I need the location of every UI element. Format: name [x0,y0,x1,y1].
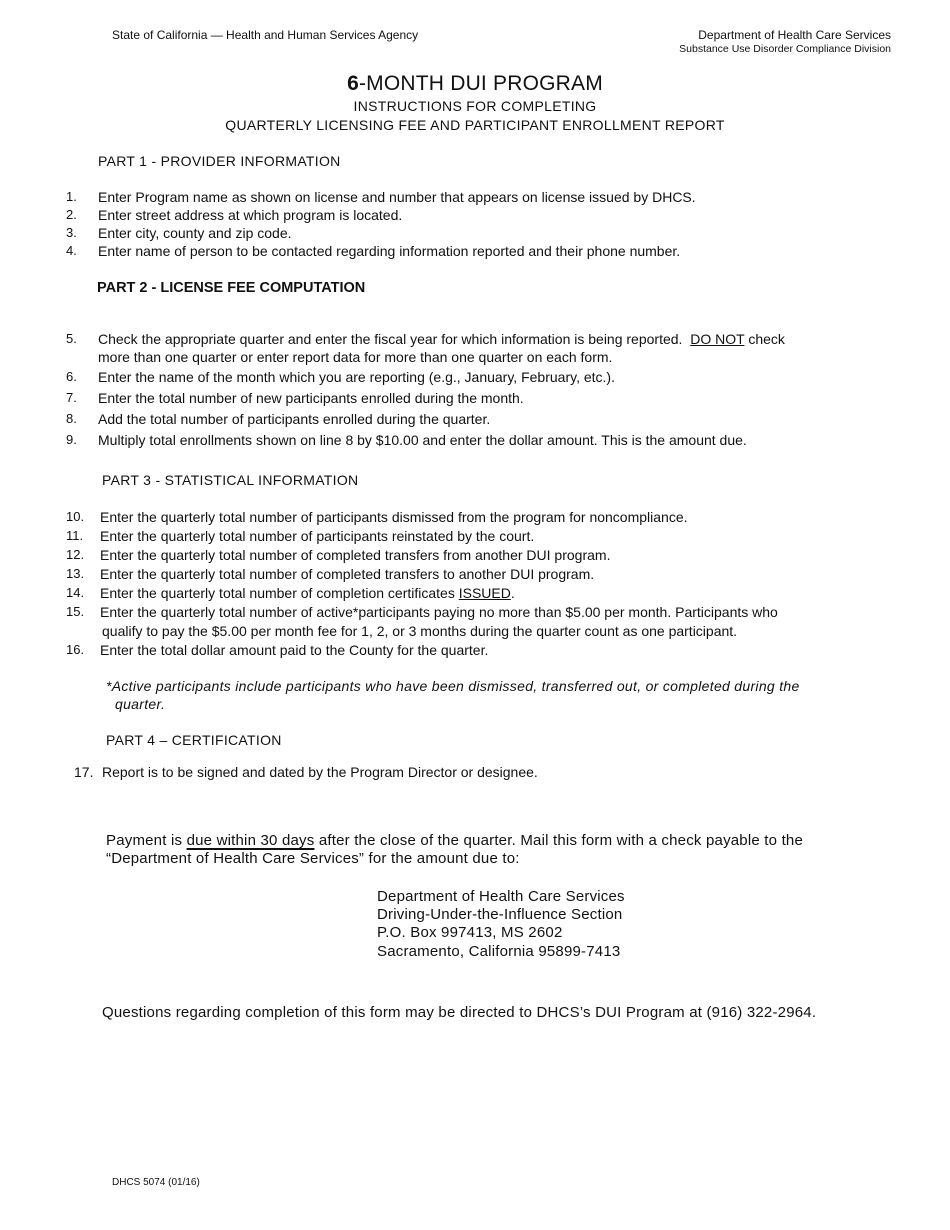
item-number: 1. [66,189,77,204]
address-line: P.O. Box 997413, MS 2602 [377,924,563,941]
list-item: Enter name of person to be contacted regarding information reported and their phone number. [98,243,681,259]
list-item: Enter the quarterly total number of participants reinstated by the court. [100,528,535,544]
header-department [679,28,891,55]
item-number: 9. [66,432,77,447]
item-number: 16. [66,642,85,657]
item-number: 7. [66,390,77,405]
form-number: DHCS 5074 (01/16) [112,1177,200,1188]
list-item: Check the appropriate quarter and enter the fiscal year for which information is being reported. DO NOT check [98,331,785,347]
item-number: 4. [66,243,77,258]
active-participants-note: *Active participants include participants who have been dismissed, transferred out, or completed during the [106,678,800,694]
address-line: Sacramento, California 95899-7413 [377,943,621,960]
address-line: Department of Health Care Services [377,888,625,905]
active-participants-note-continued: quarter. [115,696,166,712]
payment-paragraph: Payment is due within 30 days after the close of the quarter. Mail this form with a check payable to the [106,832,804,849]
item-number: 5. [66,331,77,346]
item-number: 17. [74,764,94,780]
item-number: 10. [66,509,85,524]
item-number: 8. [66,411,77,426]
item-number: 2. [66,207,77,222]
list-item: Add the total number of participants enrolled during the quarter. [98,411,491,427]
list-item: Enter the name of the month which you are reporting (e.g., January, February, etc.). [98,369,615,385]
header-agency: State of California — Health and Human Services Agency [112,28,419,42]
list-item: Enter the quarterly total number of completion certificates ISSUED. [100,585,515,601]
item-number: 14. [66,585,85,600]
list-item: Enter the quarterly total number of completed transfers to another DUI program. [100,566,595,582]
list-item: Enter Program name as shown on license and number that appears on license issued by DHCS. [98,189,696,205]
item-number: 13. [66,566,85,581]
item-number: 3. [66,225,77,240]
list-item: Enter the quarterly total number of participants dismissed from the program for noncompliance. [100,509,688,525]
item-number: 6. [66,369,77,384]
part1-heading: PART 1 - PROVIDER INFORMATION [98,153,341,169]
part4-heading: PART 4 – CERTIFICATION [106,732,282,748]
list-item: Enter the total number of new participants enrolled during the month. [98,390,524,406]
part3-heading: PART 3 - STATISTICAL INFORMATION [102,472,359,488]
list-item-continued: qualify to pay the $5.00 per month fee for 1, 2, or 3 months during the quarter count as one participant. [102,623,738,639]
page-subtitle-2: QUARTERLY LICENSING FEE AND PARTICIPANT ENROLLMENT REPORT [225,117,725,133]
list-item: Enter the quarterly total number of completed transfers from another DUI program. [100,547,611,563]
part2-heading: PART 2 - LICENSE FEE COMPUTATION [97,280,366,296]
payment-paragraph-continued: “Department of Health Care Services” for the amount due to: [106,850,520,867]
address-line: Driving-Under-the-Influence Section [377,906,623,923]
list-item: Enter the total dollar amount paid to the County for the quarter. [100,642,489,658]
list-item: Multiply total enrollments shown on line 8 by $10.00 and enter the dollar amount. This is the amount due. [98,432,747,448]
list-item-continued: more than one quarter or enter report data for more than one quarter on each form. [98,349,613,365]
header-department-name: Department of Health Care Services [698,28,891,42]
item-number: 12. [66,547,85,562]
item-number: 11. [66,528,84,543]
list-item: Enter the quarterly total number of active*participants paying no more than $5.00 per month. Participants who [100,604,778,620]
list-item: Report is to be signed and dated by the Program Director or designee. [102,764,538,780]
list-item: Enter street address at which program is located. [98,207,403,223]
header-division: Substance Use Disorder Compliance Division [679,43,891,55]
questions-contact: Questions regarding completion of this form may be directed to DHCS’s DUI Program at (916) 322-2964. [102,1004,817,1021]
page-subtitle-1: INSTRUCTIONS FOR COMPLETING [353,98,597,114]
item-number: 15. [66,604,85,619]
list-item: Enter city, county and zip code. [98,225,292,241]
page-title: 6-MONTH DUI PROGRAM [347,72,603,95]
